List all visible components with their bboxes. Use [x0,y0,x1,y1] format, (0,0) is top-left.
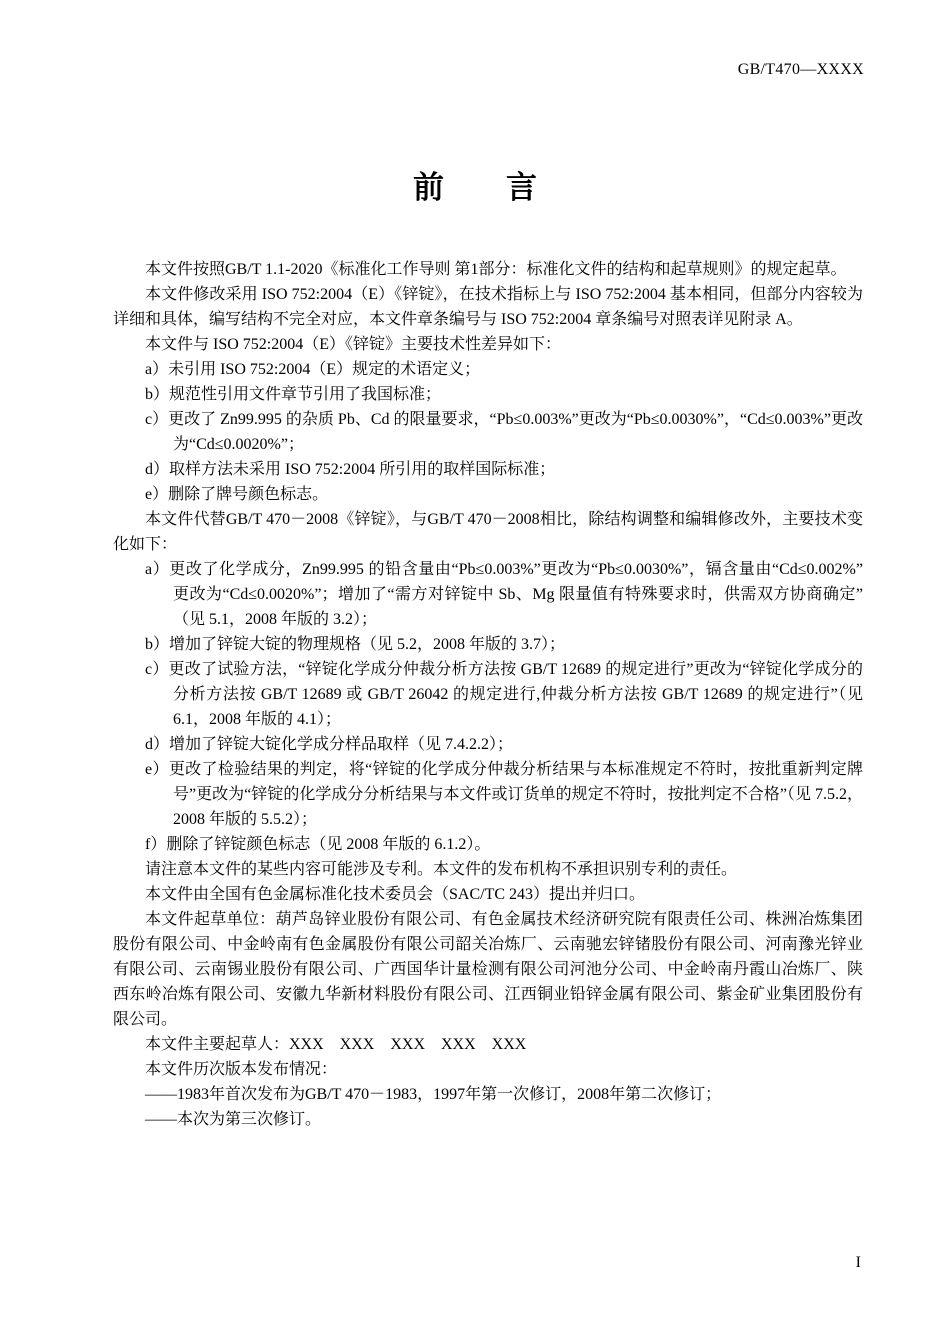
list-item-iso-diff-d: d）取样方法未采用 ISO 752:2004 所引用的取样国际标准； [145,461,556,478]
list-item-change-f: f）删除了锌锭颜色标志（见 2008 年版的 6.1.2）。 [145,836,491,853]
para-patent-notice: 请注意本文件的某些内容可能涉及专利。本文件的发布机构不承担识别专利的责任。 [145,861,738,878]
standard-code-header: GB/T470—XXXX [737,61,864,78]
list-item-change-a: a）更改了化学成分，Zn99.995 的铅含量由“Pb≤0.003%”更改为“Pb≤0.0030%”，镉含量由“Cd≤0.002%”更改为“Cd≤0.0020%”；增加了“需方对锌锭中 Sb、Mg 限量值有特殊要求时，供需双方协商确定”（见 5.1，2008 年版的 3.2）； [145,561,863,628]
para-drafting-basis: 本文件按照GB/T 1.1-2020《标准化工作导则 第1部分：标准化文件的结构和起草规则》的规定起草。 [145,261,847,278]
list-item-iso-diff-e: e）删除了牌号颜色标志。 [145,486,329,503]
para-history-first-release: ——1983年首次发布为GB/T 470－1983，1997年第一次修订，2008年第二次修订； [145,1086,722,1103]
para-history-third-revision: ——本次为第三次修订。 [145,1111,322,1128]
list-item-iso-diff-c: c）更改了 Zn99.995 的杂质 Pb、Cd 的限量要求，“Pb≤0.003%”更改为“Pb≤0.0030%”，“Cd≤0.003%”更改为“Cd≤0.0020%”； [145,411,863,453]
page-title: 前 言 [413,170,537,205]
list-item-change-e: e）更改了检验结果的判定，将“锌锭的化学成分仲裁分析结果与本标准规定不符时，按批重新判定牌号”更改为“锌锭的化学成分分析结果与本文件或订货单的规定不符时，按批判定不合格”（见 7.5.2，2008 年版的 5.5.2）； [145,761,863,828]
para-drafters: 本文件主要起草人：XXX XXX XXX XXX XXX [145,1036,527,1053]
list-item-change-c: c）更改了试验方法，“锌锭化学成分仲裁分析方法按 GB/T 12689 的规定进行”更改为“锌锭化学成分的分析方法按 GB/T 12689 或 GB/T 26042 的规定进行,仲裁分析方法按 GB/T 12689 的规定进行”（见 6.1，2008 年版的 4.1）； [145,661,863,728]
para-drafting-organizations: 本文件起草单位：葫芦岛锌业股份有限公司、有色金属技术经济研究院有限责任公司、株洲冶炼集团股份有限公司、中金岭南有色金属股份有限公司韶关冶炼厂、云南驰宏锌锗股份有限公司、河南豫光锌业有限公司、云南锡业股份有限公司、广西国华计量检测有限公司河池分公司、中金岭南丹霞山冶炼厂、陕西东岭冶炼有限公司、安徽九华新材料股份有限公司、江西铜业铅锌金属有限公司、紫金矿业集团股份有限公司。 [113,911,863,1028]
para-committee: 本文件由全国有色金属标准化技术委员会（SAC/TC 243）提出并归口。 [145,886,646,903]
para-version-history-intro: 本文件历次版本发布情况： [145,1061,338,1078]
list-item-iso-diff-b: b）规范性引用文件章节引用了我国标准； [145,386,442,403]
para-iso-adoption: 本文件修改采用 ISO 752:2004（E）《锌锭》，在技术指标上与 ISO 752:2004 基本相同，但部分内容较为详细和具体，编写结构不完全对应，本文件章条编号与 ISO 752:2004 章条编号对照表详见附录 A。 [113,286,863,328]
page-number: I [855,1254,861,1271]
para-iso-differences-intro: 本文件与 ISO 752:2004（E）《锌锭》主要技术性差异如下： [145,336,562,353]
list-item-change-b: b）增加了锌锭大锭的物理规格（见 5.2，2008 年版的 3.7）； [145,636,566,653]
foreword-body [113,257,863,1132]
list-item-change-d: d）增加了锌锭大锭化学成分样品取样（见 7.4.2.2）； [145,736,514,753]
list-item-iso-diff-a: a）未引用 ISO 752:2004（E）规定的术语定义； [145,361,481,378]
para-replaces-2008-intro: 本文件代替GB/T 470－2008《锌锭》，与GB/T 470－2008相比，除结构调整和编辑修改外，主要技术变化如下： [113,511,863,553]
